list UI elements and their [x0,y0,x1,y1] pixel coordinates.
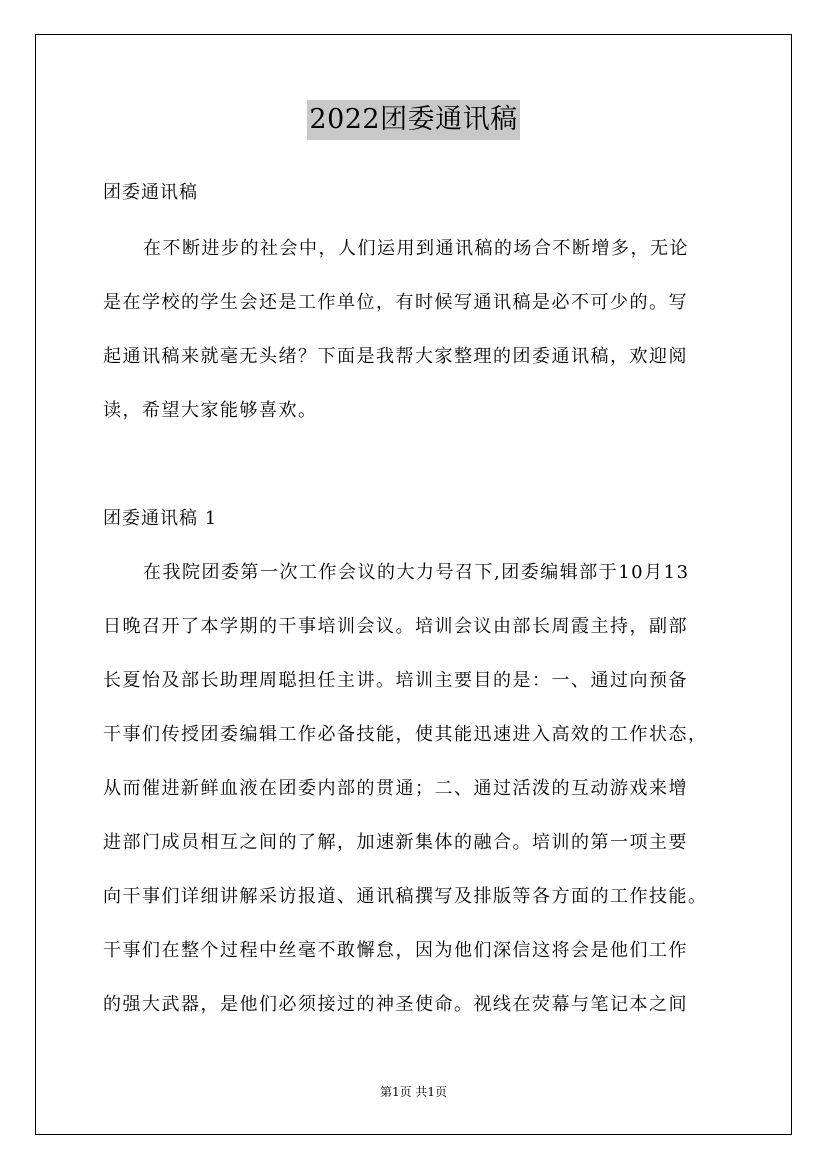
article-line: 的强大武器，是他们必须接过的神圣使命。视线在荧幕与笔记本之间 [103,994,688,1015]
article-line: 在我院团委第一次工作会议的大力号召下,团委编辑部于10月13 [143,562,690,583]
section-heading: 团委通讯稿 [103,182,198,203]
intro-line: 读，希望大家能够喜欢。 [103,400,318,421]
title-container [0,100,827,140]
article-line: 干事们传授团委编辑工作必备技能，使其能迅速进入高效的工作状态， [103,724,708,745]
article-line: 长夏怡及部长助理周聪担任主讲。培训主要目的是：一、通过向预备 [103,670,688,691]
intro-line: 在不断进步的社会中，人们运用到通讯稿的场合不断增多，无论 [143,238,689,259]
intro-line: 起通讯稿来就毫无头绪？下面是我帮大家整理的团委通讯稿，欢迎阅 [103,346,688,367]
article-line: 日晚召开了本学期的干事培训会议。培训会议由部长周霞主持，副部 [103,616,688,637]
article-line: 进部门成员相互之间的了解，加速新集体的融合。培训的第一项主要 [103,832,688,853]
document-title: 2022团委通讯稿 [307,100,519,140]
page-footer: 第1页 共1页 [379,1085,448,1099]
article-heading: 团委通讯稿 1 [103,508,218,529]
intro-line: 是在学校的学生会还是工作单位，有时候写通讯稿是必不可少的。写 [103,292,688,313]
article-line: 干事们在整个过程中丝毫不敢懈怠，因为他们深信这将会是他们工作 [103,940,688,961]
article-line: 向干事们详细讲解采访报道、通讯稿撰写及排版等各方面的工作技能。 [103,886,708,907]
article-line: 从而催进新鲜血液在团委内部的贯通；二、通过活泼的互动游戏来增 [103,778,688,799]
